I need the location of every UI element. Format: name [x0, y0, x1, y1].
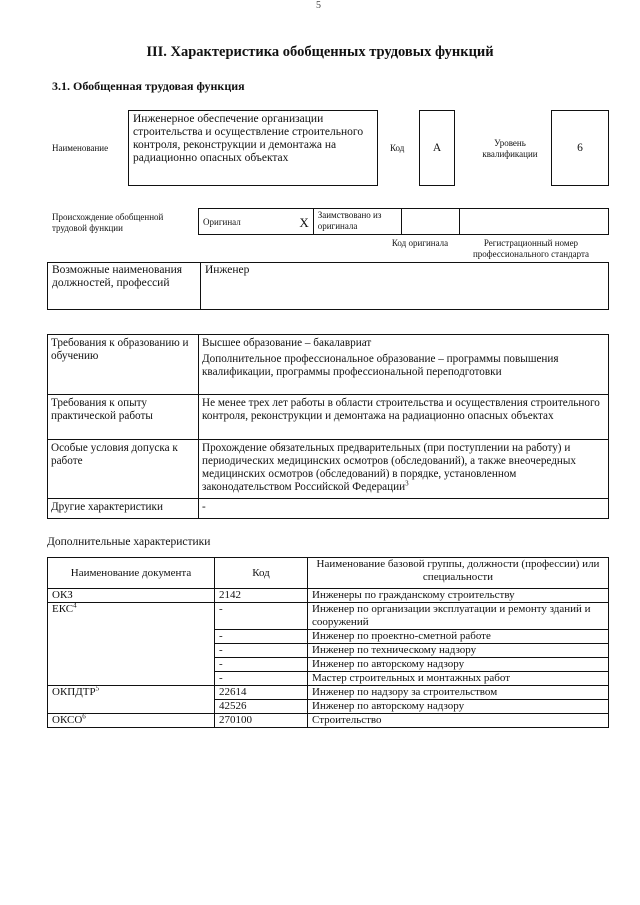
code-cell: 270100: [215, 714, 308, 728]
code-cell: -: [215, 630, 308, 644]
original-code-cell: [401, 209, 460, 235]
doc-name-cell: ОКСО: [52, 714, 83, 726]
code-cell: 42526: [215, 700, 308, 714]
code-value: А: [432, 142, 442, 154]
group-name-cell: Инженер по техническому надзору: [308, 644, 609, 658]
table-row: [48, 686, 609, 700]
column-header: Наименование базовой группы, должности (профессии) или специальности: [308, 558, 609, 589]
requirement-line: Высшее образование – бакалавриат: [202, 337, 372, 349]
column-header: Наименование документа: [48, 558, 215, 589]
doc-name-cell: ОКЗ: [48, 589, 215, 603]
doc-name-cell: ЕКС: [52, 603, 74, 615]
requirement-line: Прохождение обязательных предварительных (при поступлении на работу) и периодических медицинских осмотров (обследований), а также внеочередных медицинских осмотров (обследований) в порядке, установленном законодательством Российской Федерации: [202, 442, 577, 493]
code-caption: Код оригинала: [391, 238, 449, 248]
requirement-line: Не менее трех лет работы в области строительства и осуществления строительного контроля, реконструкции и демонтажа на радиационно опасных объектах: [199, 395, 609, 440]
group-name-cell: Инженер по надзору за строительством: [308, 686, 609, 700]
name-label: Наименование: [52, 143, 109, 153]
requirement-label: Особые условия допуска к работе: [48, 440, 199, 499]
requirement-label: Другие характеристики: [48, 499, 199, 519]
page-number: 5: [316, 0, 321, 11]
requirement-line: -: [199, 499, 609, 519]
table-row: [48, 603, 609, 630]
registration-number-cell: [460, 209, 609, 235]
function-name-box: [128, 110, 378, 186]
requirement-label: Требования к опыту практической работы: [48, 395, 199, 440]
table-row: [48, 589, 609, 603]
requirement-row: [48, 499, 609, 519]
code-cell: -: [215, 658, 308, 672]
function-name-value: Инженерное обеспечение организации строительства и осуществление строительного контроля, реконструкции и демонтажа на радиационно опасных объектах: [133, 113, 364, 164]
section-title: 3.1. Обобщенная трудовая функция: [52, 79, 245, 93]
positions-value: Инженер: [201, 263, 609, 310]
code-cell: 22614: [215, 686, 308, 700]
positions-label: Возможные наименования должностей, профессий: [48, 263, 201, 310]
footnote-ref: 4: [73, 601, 77, 610]
group-name-cell: Инженеры по гражданскому строительству: [308, 589, 609, 603]
code-cell: -: [215, 603, 308, 630]
reg-caption: Регистрационный номер профессионального стандарта: [472, 238, 590, 259]
code-box: [419, 110, 455, 186]
code-cell: 2142: [215, 589, 308, 603]
table-header-row: [48, 558, 609, 589]
group-name-cell: Строительство: [308, 714, 609, 728]
footnote-ref: 3: [405, 479, 409, 488]
footnote-ref: 5: [95, 684, 100, 693]
group-name-cell: Инженер по проектно-сметной работе: [308, 630, 609, 644]
requirement-row: [48, 335, 609, 395]
page-title: III. Характеристика обобщенных трудовых функций: [146, 44, 494, 60]
origin-label: Происхождение обобщенной трудовой функции: [52, 212, 164, 233]
code-cell: -: [215, 644, 308, 658]
requirement-row: [48, 440, 609, 499]
group-name-cell: Мастер строительных и монтажных работ: [308, 672, 609, 686]
code-cell: -: [215, 672, 308, 686]
original-label: Оригинал: [199, 209, 295, 235]
additional-title: Дополнительные характеристики: [47, 536, 211, 548]
additional-table: [47, 557, 609, 728]
column-header: Код: [215, 558, 308, 589]
borrowed-label: Заимствовано из оригинала: [313, 209, 401, 235]
code-label: Код: [390, 143, 405, 153]
footnote-ref: 6: [82, 712, 86, 721]
origin-table: [198, 208, 609, 235]
requirement-line: Дополнительное профессиональное образование – программы повышения квалификации, программы профессиональной переподготовки: [202, 353, 559, 378]
requirement-row: [48, 395, 609, 440]
group-name-cell: Инженер по организации эксплуатации и ремонту зданий и сооружений: [308, 603, 609, 630]
group-name-cell: Инженер по авторскому надзору: [308, 658, 609, 672]
positions-table: [47, 262, 609, 310]
level-box: [551, 110, 609, 186]
level-value: 6: [577, 142, 583, 154]
requirements-table: [47, 334, 609, 519]
level-label: Уровень квалификации: [482, 138, 538, 159]
requirement-label: Требования к образованию и обучению: [48, 335, 199, 395]
original-mark: X: [295, 209, 313, 235]
doc-name-cell: ОКПДТР: [52, 686, 96, 698]
group-name-cell: Инженер по авторскому надзору: [308, 700, 609, 714]
table-row: [48, 714, 609, 728]
